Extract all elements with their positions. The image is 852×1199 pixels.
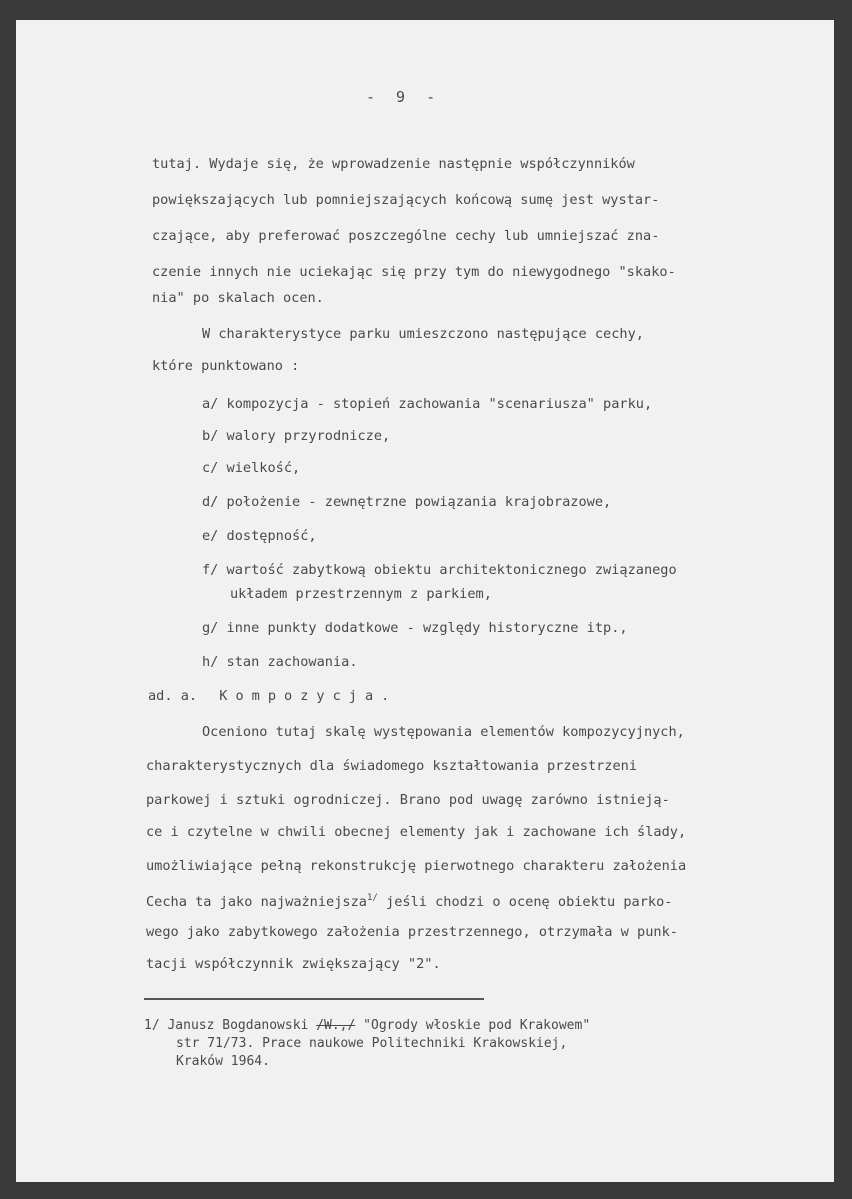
- section-prefix: ad. a.: [148, 688, 198, 704]
- text-line: tutaj. Wydaje się, że wprowadzenie następnie współczynników: [152, 156, 635, 172]
- text-line: ce i czytelne w chwili obecnej elementy jak i zachowane ich ślady,: [146, 824, 687, 840]
- feature-item: e/ dostępność,: [202, 528, 317, 544]
- feature-item: a/ kompozycja - stopień zachowania "scenariusza" parku,: [202, 396, 653, 412]
- text-line: tacji współczynnik zwiększający "2".: [146, 956, 441, 972]
- document-page: [16, 20, 834, 1182]
- feature-item: d/ położenie - zewnętrzne powiązania krajobrazowe,: [202, 494, 612, 510]
- text-span: Cecha ta jako najważniejsza: [146, 894, 367, 910]
- text-line: które punktowano :: [152, 358, 300, 374]
- text-line: czające, aby preferować poszczególne cechy lub umniejszać zna-: [152, 228, 660, 244]
- text-span: jeśli chodzi o ocenę obiektu parko-: [377, 894, 673, 910]
- section-title: Kompozycja.: [219, 688, 398, 704]
- text-line: parkowej i sztuki ogrodniczej. Brano pod uwagę zarówno istnieją-: [146, 792, 670, 808]
- text-line: umożliwiające pełną rekonstrukcję pierwotnego charakteru założenia: [146, 858, 687, 874]
- footnote-line: str 71/73. Prace naukowe Politechniki Krakowskiej,: [176, 1036, 568, 1051]
- feature-item: g/ inne punkty dodatkowe - względy historyczne itp.,: [202, 620, 628, 636]
- feature-item: f/ wartość zabytkową obiektu architektonicznego związanego: [202, 562, 677, 578]
- footnote-author: Janusz Bogdanowski: [167, 1018, 309, 1033]
- section-heading: [148, 688, 397, 704]
- footnote-line: [144, 1018, 590, 1034]
- footnote-separator: [144, 998, 484, 1000]
- text-line: Oceniono tutaj skalę występowania elementów kompozycyjnych,: [202, 724, 685, 740]
- footnote-title: "Ogrody włoskie pod Krakowem": [363, 1018, 591, 1033]
- text-line: charakterystycznych dla świadomego kształtowania przestrzeni: [146, 758, 638, 774]
- footnote-marker: 1/: [144, 1018, 160, 1033]
- text-line: [146, 890, 672, 910]
- text-line: nia" po skalach ocen.: [152, 290, 324, 306]
- feature-item-continuation: układem przestrzennym z parkiem,: [230, 586, 492, 602]
- text-line: W charakterystyce parku umieszczono następujące cechy,: [202, 326, 644, 342]
- footnote-line: Kraków 1964.: [176, 1054, 270, 1069]
- text-line: czenie innych nie uciekając się przy tym do niewygodnego "skako-: [152, 264, 676, 280]
- footnote-reference: 1/: [366, 893, 378, 903]
- feature-item: b/ walory przyrodnicze,: [202, 428, 391, 444]
- footnote-struck-text: /W.,/: [316, 1018, 356, 1033]
- page-number: - 9 -: [366, 88, 442, 106]
- text-line: wego jako zabytkowego założenia przestrzennego, otrzymała w punk-: [146, 924, 678, 940]
- feature-item: h/ stan zachowania.: [202, 654, 358, 670]
- feature-item: c/ wielkość,: [202, 460, 301, 476]
- text-line: powiększających lub pomniejszających końcową sumę jest wystar-: [152, 192, 660, 208]
